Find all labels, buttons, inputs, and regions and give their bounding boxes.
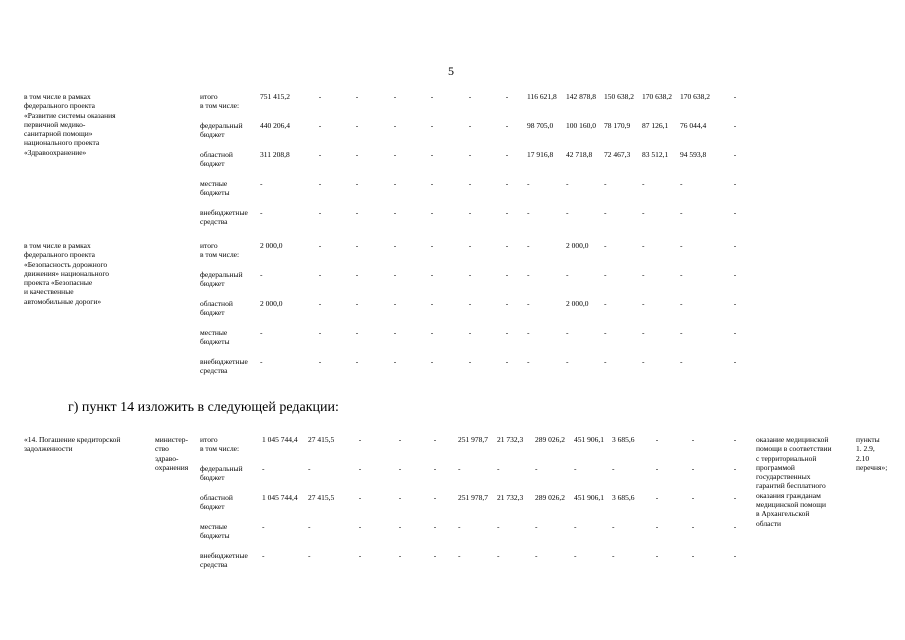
amount-cell: - xyxy=(260,208,263,217)
amount-cell: - xyxy=(535,464,538,473)
amount-cell: 451 906,1 xyxy=(574,493,604,502)
amount-cell: - xyxy=(680,357,683,366)
funding-source-label: внебюджетные средства xyxy=(200,357,248,376)
amount-cell: - xyxy=(398,522,402,531)
amount-cell: 2 000,0 xyxy=(260,241,283,250)
amount-cell: - xyxy=(505,179,509,188)
funding-source-label: итого в том числе: xyxy=(200,241,240,260)
executor-cell: министер- ство здраво- охранения xyxy=(155,435,189,472)
amount-cell: - xyxy=(433,493,437,502)
amount-cell: - xyxy=(642,328,645,337)
amount-cell: - xyxy=(393,92,397,101)
amount-cell: - xyxy=(468,241,472,250)
amount-cell: - xyxy=(398,493,402,502)
amount-cell: - xyxy=(604,208,607,217)
amount-cell: - xyxy=(655,522,659,531)
amount-cell: - xyxy=(430,150,434,159)
amount-cell: 751 415,2 xyxy=(260,92,290,101)
funding-source-label: федеральный бюджет xyxy=(200,121,243,140)
amount-cell: - xyxy=(733,241,737,250)
funding-source-label: местные бюджеты xyxy=(200,522,230,541)
indicators-cell: пункты 1. 2.9, 2.10 перечня»; xyxy=(856,435,888,472)
amount-cell: - xyxy=(691,464,695,473)
amount-cell: - xyxy=(691,435,695,444)
amount-cell: - xyxy=(642,299,645,308)
amount-cell: - xyxy=(430,357,434,366)
amount-cell: - xyxy=(733,121,737,130)
amount-cell: - xyxy=(468,179,472,188)
amount-cell: 170 638,2 xyxy=(680,92,710,101)
amount-cell: - xyxy=(505,150,509,159)
amount-cell: - xyxy=(355,208,359,217)
amount-cell: - xyxy=(433,464,437,473)
amount-cell: 150 638,2 xyxy=(604,92,634,101)
amount-cell: - xyxy=(655,493,659,502)
amount-cell: - xyxy=(733,208,737,217)
amount-cell: - xyxy=(604,299,607,308)
amount-cell: - xyxy=(574,464,577,473)
amount-cell: - xyxy=(733,357,737,366)
amount-cell: - xyxy=(318,299,322,308)
amount-cell: - xyxy=(612,551,615,560)
amount-cell: - xyxy=(355,179,359,188)
funding-source-label: итого в том числе: xyxy=(200,92,240,111)
amount-cell: - xyxy=(566,270,569,279)
amount-cell: 17 916,8 xyxy=(527,150,554,159)
amount-cell: - xyxy=(398,435,402,444)
amount-cell: - xyxy=(430,270,434,279)
amount-cell: - xyxy=(733,522,737,531)
amount-cell: - xyxy=(574,522,577,531)
amount-cell: - xyxy=(691,522,695,531)
amount-cell: - xyxy=(468,357,472,366)
amount-cell: - xyxy=(733,150,737,159)
amount-cell: - xyxy=(680,241,683,250)
amount-cell: - xyxy=(733,179,737,188)
amount-cell: - xyxy=(458,464,461,473)
amount-cell: - xyxy=(260,357,263,366)
amount-cell: - xyxy=(318,208,322,217)
amount-cell: - xyxy=(733,299,737,308)
funding-source-label: областной бюджет xyxy=(200,150,233,169)
amount-cell: - xyxy=(468,208,472,217)
amount-cell: - xyxy=(468,270,472,279)
amount-cell: - xyxy=(733,464,737,473)
amount-cell: - xyxy=(691,551,695,560)
amount-cell: - xyxy=(733,328,737,337)
amount-cell: - xyxy=(393,328,397,337)
amount-cell: - xyxy=(468,299,472,308)
amount-cell: - xyxy=(642,357,645,366)
amount-cell: 94 593,8 xyxy=(680,150,707,159)
amount-cell: - xyxy=(642,208,645,217)
row-description: в том числе в рамках федерального проекта «Развитие системы оказания первичной медико- санитарной помощи» национального проекта «Здравоохранение» xyxy=(24,92,116,157)
amount-cell: - xyxy=(358,493,362,502)
row-description: «14. Погашение кредиторской задолженности xyxy=(24,435,121,454)
page-number: 5 xyxy=(448,64,454,78)
amount-cell: - xyxy=(612,464,615,473)
amount-cell: - xyxy=(604,357,607,366)
amount-cell: - xyxy=(318,357,322,366)
amount-cell: - xyxy=(642,241,645,250)
amount-cell: - xyxy=(260,179,263,188)
amount-cell: - xyxy=(398,464,402,473)
amount-cell: - xyxy=(655,551,659,560)
amount-cell: 451 906,1 xyxy=(574,435,604,444)
amount-cell: 98 705,0 xyxy=(527,121,554,130)
amount-cell: - xyxy=(505,270,509,279)
amount-cell: - xyxy=(642,179,645,188)
amount-cell: - xyxy=(433,551,437,560)
funding-source-label: внебюджетные средства xyxy=(200,208,248,227)
amount-cell: - xyxy=(505,121,509,130)
amount-cell: - xyxy=(262,464,265,473)
amount-cell: - xyxy=(355,328,359,337)
amount-cell: 2 000,0 xyxy=(566,241,589,250)
amount-cell: - xyxy=(604,270,607,279)
amount-cell: 311 208,8 xyxy=(260,150,290,159)
amount-cell: - xyxy=(733,551,737,560)
amount-cell: 78 170,9 xyxy=(604,121,631,130)
amount-cell: 83 512,1 xyxy=(642,150,669,159)
amount-cell: - xyxy=(358,435,362,444)
amount-cell: - xyxy=(358,464,362,473)
amount-cell: - xyxy=(527,270,530,279)
amount-cell: - xyxy=(497,464,500,473)
amount-cell: - xyxy=(355,121,359,130)
amount-cell: - xyxy=(680,208,683,217)
amount-cell: - xyxy=(566,208,569,217)
amount-cell: - xyxy=(433,435,437,444)
amount-cell: - xyxy=(430,92,434,101)
amount-cell: - xyxy=(505,299,509,308)
amount-cell: - xyxy=(318,328,322,337)
amount-cell: - xyxy=(260,270,263,279)
amount-cell: - xyxy=(497,551,500,560)
amount-cell: - xyxy=(393,241,397,250)
amount-cell: 21 732,3 xyxy=(497,493,524,502)
amount-cell: - xyxy=(318,92,322,101)
amount-cell: - xyxy=(505,328,509,337)
amount-cell: - xyxy=(527,299,530,308)
amount-cell: - xyxy=(642,270,645,279)
amount-cell: - xyxy=(574,551,577,560)
amount-cell: 100 160,0 xyxy=(566,121,596,130)
amount-cell: - xyxy=(604,328,607,337)
amount-cell: - xyxy=(733,493,737,502)
amount-cell: - xyxy=(318,150,322,159)
amount-cell: - xyxy=(260,328,263,337)
amount-cell: - xyxy=(691,493,695,502)
amount-cell: - xyxy=(458,551,461,560)
amount-cell: - xyxy=(733,92,737,101)
amount-cell: - xyxy=(355,241,359,250)
amount-cell: 42 718,8 xyxy=(566,150,593,159)
amount-cell: - xyxy=(527,179,530,188)
amount-cell: - xyxy=(355,270,359,279)
section-heading: г) пункт 14 изложить в следующей редакции: xyxy=(68,400,339,415)
amount-cell: - xyxy=(468,328,472,337)
amount-cell: - xyxy=(308,464,311,473)
amount-cell: - xyxy=(430,208,434,217)
funding-source-label: федеральный бюджет xyxy=(200,464,243,483)
amount-cell: - xyxy=(393,299,397,308)
amount-cell: 72 467,3 xyxy=(604,150,631,159)
amount-cell: - xyxy=(430,328,434,337)
amount-cell: 2 000,0 xyxy=(566,299,589,308)
amount-cell: - xyxy=(430,179,434,188)
amount-cell: - xyxy=(505,208,509,217)
amount-cell: - xyxy=(535,551,538,560)
amount-cell: - xyxy=(733,435,737,444)
amount-cell: - xyxy=(393,179,397,188)
funding-source-label: местные бюджеты xyxy=(200,328,230,347)
funding-source-label: федеральный бюджет xyxy=(200,270,243,289)
amount-cell: - xyxy=(497,522,500,531)
amount-cell: - xyxy=(505,357,509,366)
amount-cell: - xyxy=(430,299,434,308)
amount-cell: - xyxy=(355,357,359,366)
amount-cell: 251 978,7 xyxy=(458,435,488,444)
amount-cell: - xyxy=(393,121,397,130)
amount-cell: - xyxy=(355,92,359,101)
amount-cell: - xyxy=(655,435,659,444)
amount-cell: 76 044,4 xyxy=(680,121,707,130)
amount-cell: - xyxy=(566,357,569,366)
amount-cell: - xyxy=(458,522,461,531)
amount-cell: - xyxy=(430,121,434,130)
amount-cell: 87 126,1 xyxy=(642,121,669,130)
amount-cell: 3 685,6 xyxy=(612,435,635,444)
amount-cell: - xyxy=(430,241,434,250)
amount-cell: - xyxy=(262,522,265,531)
amount-cell: - xyxy=(680,270,683,279)
amount-cell: - xyxy=(733,270,737,279)
amount-cell: - xyxy=(527,241,530,250)
amount-cell: - xyxy=(527,328,530,337)
amount-cell: - xyxy=(680,179,683,188)
amount-cell: - xyxy=(398,551,402,560)
amount-cell: - xyxy=(604,179,607,188)
amount-cell: - xyxy=(468,121,472,130)
amount-cell: - xyxy=(527,357,530,366)
amount-cell: - xyxy=(318,241,322,250)
amount-cell: 289 026,2 xyxy=(535,435,565,444)
amount-cell: - xyxy=(318,121,322,130)
amount-cell: - xyxy=(527,208,530,217)
amount-cell: - xyxy=(358,551,362,560)
amount-cell: - xyxy=(680,299,683,308)
funding-source-label: областной бюджет xyxy=(200,493,233,512)
amount-cell: - xyxy=(612,522,615,531)
amount-cell: - xyxy=(535,522,538,531)
amount-cell: - xyxy=(566,179,569,188)
amount-cell: - xyxy=(393,150,397,159)
funding-source-label: местные бюджеты xyxy=(200,179,230,198)
amount-cell: - xyxy=(505,241,509,250)
amount-cell: - xyxy=(604,241,607,250)
amount-cell: 1 045 744,4 xyxy=(262,435,298,444)
amount-cell: - xyxy=(566,328,569,337)
amount-cell: - xyxy=(318,270,322,279)
amount-cell: - xyxy=(355,150,359,159)
amount-cell: - xyxy=(318,179,322,188)
amount-cell: - xyxy=(433,522,437,531)
amount-cell: 440 206,4 xyxy=(260,121,290,130)
amount-cell: 1 045 744,4 xyxy=(262,493,298,502)
amount-cell: 142 878,8 xyxy=(566,92,596,101)
amount-cell: - xyxy=(505,92,509,101)
funding-source-label: областной бюджет xyxy=(200,299,233,318)
amount-cell: - xyxy=(393,208,397,217)
amount-cell: - xyxy=(655,464,659,473)
amount-cell: - xyxy=(358,522,362,531)
result-cell: оказание медицинской помощи в соответствии с территориальной программой государственных гарантий бесплатного оказания гражданам медицинской помощи в Архангельской области xyxy=(756,435,832,528)
amount-cell: - xyxy=(308,522,311,531)
amount-cell: 27 415,5 xyxy=(308,435,335,444)
amount-cell: - xyxy=(308,551,311,560)
amount-cell: 21 732,3 xyxy=(497,435,524,444)
amount-cell: 170 638,2 xyxy=(642,92,672,101)
amount-cell: 27 415,5 xyxy=(308,493,335,502)
amount-cell: - xyxy=(393,357,397,366)
amount-cell: 289 026,2 xyxy=(535,493,565,502)
amount-cell: - xyxy=(468,150,472,159)
amount-cell: - xyxy=(393,270,397,279)
funding-source-label: итого в том числе: xyxy=(200,435,240,454)
funding-source-label: внебюджетные средства xyxy=(200,551,248,570)
amount-cell: 116 621,8 xyxy=(527,92,557,101)
row-description: в том числе в рамках федерального проекта «Безопасность дорожного движения» национального проекта «Безопасные и качественные автомобильные дороги» xyxy=(24,241,109,306)
amount-cell: 251 978,7 xyxy=(458,493,488,502)
amount-cell: - xyxy=(680,328,683,337)
amount-cell: 3 685,6 xyxy=(612,493,635,502)
amount-cell: - xyxy=(468,92,472,101)
amount-cell: 2 000,0 xyxy=(260,299,283,308)
amount-cell: - xyxy=(355,299,359,308)
amount-cell: - xyxy=(262,551,265,560)
